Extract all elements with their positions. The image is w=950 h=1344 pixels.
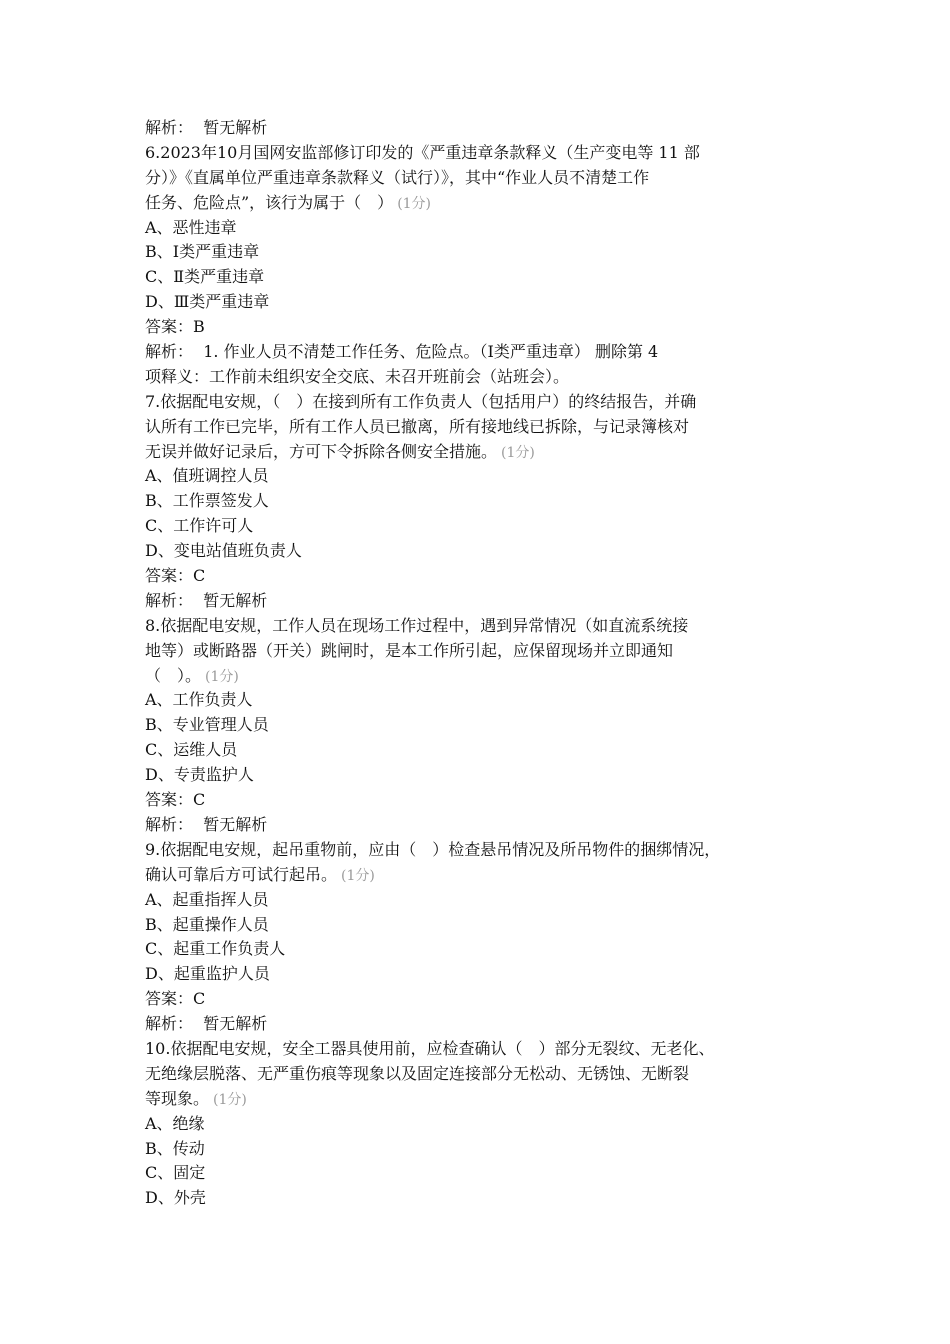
answer-line [145, 315, 815, 340]
question-stem-line [145, 390, 815, 415]
question-stem-line [145, 1062, 815, 1087]
question-stem-line [145, 664, 815, 689]
question-stem-text: 无误并做好记录后，方可下令拆除各侧安全措施。 [145, 441, 498, 461]
answer-label: 答案： [145, 317, 194, 337]
question-stem-text: 分）》《直属单位严重违章条款释义（试行）》，其中“作业人员不清楚工作 [145, 167, 650, 187]
answer-option: D、专责监护人 [145, 765, 254, 785]
question-score: (1分) [341, 867, 375, 884]
answer-option: B、传动 [145, 1138, 205, 1158]
answer-option: A、起重指挥人员 [145, 889, 269, 909]
question-stem-text: 认所有工作已完毕，所有工作人员已撤离，所有接地线已拆除，与记录簿核对 [145, 416, 690, 436]
answer-line [145, 564, 815, 589]
question-score: (1分) [205, 668, 239, 685]
answer-option: D、外壳 [145, 1188, 206, 1208]
question-stem-line [145, 838, 815, 863]
question-list [145, 141, 815, 1211]
analysis-line [145, 813, 815, 838]
question-block [145, 838, 815, 1037]
question-stem-line [145, 863, 815, 888]
analysis-label: 解析： [145, 814, 194, 834]
answer-option: A、恶性违章 [145, 217, 237, 237]
analysis-text: 1. 作业人员不清楚工作任务、危险点。（Ⅰ类严重违章） 删除第 4 [203, 342, 659, 362]
question-stem-line [145, 440, 815, 465]
answer-option: B、工作票签发人 [145, 491, 269, 511]
question-block [145, 614, 815, 838]
answer-option: D、变电站值班负责人 [145, 541, 302, 561]
answer-option: C、工作许可人 [145, 516, 254, 536]
answer-value: C [193, 989, 206, 1009]
question-stem-line [145, 141, 815, 166]
question-stem-text: （ ）。 [145, 665, 202, 685]
question-stem-text: 10.依据配电安规，安全工器具使用前，应检查确认（ ）部分无裂纹、无老化、 [145, 1038, 715, 1058]
question-block [145, 1037, 815, 1211]
analysis-text: 暂无解析 [203, 1014, 268, 1034]
analysis-label: 解析： [145, 590, 194, 610]
analysis-line [145, 116, 815, 141]
answer-option: C、运维人员 [145, 740, 238, 760]
answer-option: C、固定 [145, 1163, 206, 1183]
answer-value: C [193, 566, 206, 586]
answer-label: 答案： [145, 989, 194, 1009]
question-score: (1分) [213, 1091, 247, 1108]
question-stem-text: 任务、危险点”，该行为属于（ ） [145, 192, 394, 212]
analysis-text: 暂无解析 [203, 590, 268, 610]
answer-option: B、专业管理人员 [145, 715, 269, 735]
answer-line [145, 788, 815, 813]
analysis-line [145, 589, 815, 614]
question-block [145, 390, 815, 614]
answer-value: C [193, 790, 206, 810]
answer-option: A、值班调控人员 [145, 466, 269, 486]
answer-label: 答案： [145, 566, 194, 586]
question-stem-line [145, 639, 815, 664]
answer-label: 答案： [145, 790, 194, 810]
analysis-label: 解析： [145, 1014, 194, 1034]
question-stem-text: 无绝缘层脱落、无严重伤痕等现象以及固定连接部分无松动、无锈蚀、无断裂 [145, 1063, 690, 1083]
analysis-text: 暂无解析 [203, 814, 268, 834]
question-stem-text: 等现象。 [145, 1088, 210, 1108]
question-stem-text: 确认可靠后方可试行起吊。 [145, 864, 338, 884]
document-page [145, 116, 815, 1211]
question-stem-text: 地等）或断路器（开关）跳闸时，是本工作所引起，应保留现场并立即通知 [145, 640, 674, 660]
answer-value: B [193, 317, 205, 337]
question-score: (1分) [501, 444, 535, 461]
answer-option: D、起重监护人员 [145, 964, 270, 984]
question-stem-text: 6.2023年10月国网安监部修订印发的《严重违章条款释义（生产变电等 11 部 [145, 142, 700, 162]
analysis-label: 解析： [145, 118, 194, 137]
question-stem-text: 8.依据配电安规，工作人员在现场工作过程中，遇到异常情况（如直流系统接 [145, 615, 689, 635]
answer-option: A、绝缘 [145, 1113, 205, 1133]
analysis-text: 暂无解析 [203, 118, 268, 137]
answer-line [145, 987, 815, 1012]
analysis-label: 解析： [145, 342, 194, 362]
answer-option: B、起重操作人员 [145, 914, 269, 934]
question-stem-text: 9.依据配电安规，起吊重物前，应由（ ）检查悬吊情况及所吊物件的捆绑情况， [145, 839, 721, 859]
analysis-line [145, 1012, 815, 1037]
question-stem-line [145, 166, 815, 191]
answer-option: B、Ⅰ类严重违章 [145, 242, 260, 262]
analysis-text: 项释义：工作前未组织安全交底、未召开班前会（站班会）。 [145, 366, 570, 386]
question-block [145, 141, 815, 390]
answer-option: C、Ⅱ类严重违章 [145, 267, 265, 287]
question-stem-text: 7.依据配电安规，（ ）在接到所有工作负责人（包括用户）的终结报告，并确 [145, 391, 697, 411]
question-stem-line [145, 614, 815, 639]
question-stem-line [145, 415, 815, 440]
question-stem-line [145, 1087, 815, 1112]
question-stem-line [145, 1037, 815, 1062]
analysis-line [145, 365, 815, 390]
question-score: (1分) [397, 195, 432, 212]
answer-option: C、起重工作负责人 [145, 939, 286, 959]
analysis-line [145, 340, 815, 365]
answer-option: D、Ⅲ类严重违章 [145, 292, 270, 312]
question-stem-line [145, 191, 815, 216]
answer-option: A、工作负责人 [145, 690, 253, 710]
